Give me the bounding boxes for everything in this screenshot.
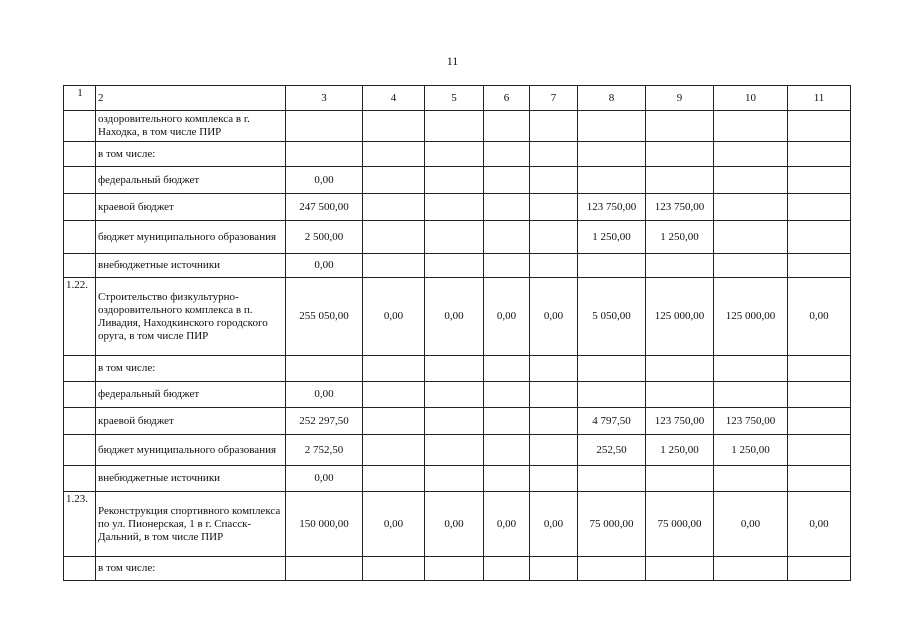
header-cell: 9 — [646, 86, 714, 111]
description-cell: в том числе: — [96, 356, 286, 382]
header-cell: 8 — [578, 86, 646, 111]
amount-cell — [484, 435, 530, 466]
amount-cell: 150 000,00 — [286, 492, 363, 557]
row-number-cell — [64, 111, 96, 142]
amount-cell — [788, 466, 851, 492]
amount-cell: 0,00 — [484, 492, 530, 557]
header-cell: 5 — [425, 86, 484, 111]
amount-cell — [646, 382, 714, 408]
header-cell: 7 — [530, 86, 578, 111]
amount-cell: 4 797,50 — [578, 408, 646, 435]
amount-cell — [286, 111, 363, 142]
amount-cell — [530, 435, 578, 466]
amount-cell — [788, 167, 851, 194]
amount-cell — [425, 221, 484, 254]
row-number-cell — [64, 254, 96, 278]
header-cell: 3 — [286, 86, 363, 111]
amount-cell — [363, 466, 425, 492]
amount-cell — [363, 142, 425, 167]
table-row — [64, 254, 851, 278]
amount-cell — [425, 111, 484, 142]
amount-cell: 123 750,00 — [578, 194, 646, 221]
amount-cell — [530, 221, 578, 254]
header-cell: 1 — [64, 86, 96, 111]
amount-cell — [530, 466, 578, 492]
amount-cell: 1 250,00 — [646, 221, 714, 254]
amount-cell — [578, 382, 646, 408]
amount-cell: 0,00 — [484, 278, 530, 356]
amount-cell — [425, 466, 484, 492]
amount-cell — [578, 111, 646, 142]
amount-cell — [363, 221, 425, 254]
amount-cell: 123 750,00 — [646, 408, 714, 435]
table-row — [64, 142, 851, 167]
amount-cell — [530, 167, 578, 194]
description-cell: краевой бюджет — [96, 194, 286, 221]
amount-cell: 255 050,00 — [286, 278, 363, 356]
amount-cell — [646, 356, 714, 382]
amount-cell — [286, 142, 363, 167]
amount-cell — [484, 466, 530, 492]
header-cell: 4 — [363, 86, 425, 111]
amount-cell — [425, 435, 484, 466]
amount-cell: 252,50 — [578, 435, 646, 466]
row-number-cell — [64, 408, 96, 435]
description-cell: оздоровительного комплекса в г. Находка, в том числе ПИР — [96, 111, 286, 142]
amount-cell: 247 500,00 — [286, 194, 363, 221]
amount-cell — [646, 111, 714, 142]
description-cell: в том числе: — [96, 557, 286, 581]
amount-cell — [788, 382, 851, 408]
amount-cell — [363, 356, 425, 382]
amount-cell — [484, 111, 530, 142]
amount-cell — [578, 167, 646, 194]
amount-cell: 252 297,50 — [286, 408, 363, 435]
amount-cell: 0,00 — [788, 492, 851, 557]
header-cell: 11 — [788, 86, 851, 111]
header-cell: 2 — [96, 86, 286, 111]
amount-cell — [530, 111, 578, 142]
row-number-cell: 1.23. — [64, 492, 96, 557]
amount-cell — [425, 557, 484, 581]
amount-cell — [425, 254, 484, 278]
amount-cell — [788, 142, 851, 167]
amount-cell — [363, 167, 425, 194]
table-row — [64, 557, 851, 581]
table-row — [64, 194, 851, 221]
amount-cell: 0,00 — [714, 492, 788, 557]
row-number-cell — [64, 142, 96, 167]
amount-cell: 0,00 — [363, 278, 425, 356]
row-number-cell — [64, 435, 96, 466]
amount-cell — [788, 356, 851, 382]
amount-cell — [788, 408, 851, 435]
description-cell: Реконструкция спортивного комплекса по ул. Пионерская, 1 в г. Спасск-Дальний, в том числе ПИР — [96, 492, 286, 557]
amount-cell — [530, 356, 578, 382]
header-cell: 6 — [484, 86, 530, 111]
description-cell: бюджет муниципального образования — [96, 221, 286, 254]
amount-cell — [714, 254, 788, 278]
amount-cell — [714, 382, 788, 408]
amount-cell — [646, 466, 714, 492]
amount-cell — [788, 221, 851, 254]
amount-cell — [714, 111, 788, 142]
amount-cell: 0,00 — [286, 466, 363, 492]
row-number-cell — [64, 221, 96, 254]
amount-cell — [530, 382, 578, 408]
amount-cell — [484, 356, 530, 382]
amount-cell: 0,00 — [530, 278, 578, 356]
amount-cell: 75 000,00 — [578, 492, 646, 557]
amount-cell — [714, 142, 788, 167]
amount-cell — [578, 254, 646, 278]
amount-cell — [363, 194, 425, 221]
amount-cell — [363, 435, 425, 466]
amount-cell — [484, 167, 530, 194]
amount-cell — [484, 557, 530, 581]
amount-cell: 0,00 — [530, 492, 578, 557]
amount-cell — [788, 435, 851, 466]
amount-cell: 0,00 — [363, 492, 425, 557]
description-cell: внебюджетные источники — [96, 254, 286, 278]
row-number-cell — [64, 466, 96, 492]
amount-cell — [578, 356, 646, 382]
amount-cell — [484, 194, 530, 221]
amount-cell — [530, 194, 578, 221]
page-number: 11 — [446, 54, 459, 68]
amount-cell: 1 250,00 — [714, 435, 788, 466]
amount-cell — [714, 194, 788, 221]
table-row — [64, 221, 851, 254]
amount-cell — [425, 382, 484, 408]
amount-cell: 0,00 — [425, 278, 484, 356]
description-cell: краевой бюджет — [96, 408, 286, 435]
amount-cell: 2 500,00 — [286, 221, 363, 254]
description-cell: в том числе: — [96, 142, 286, 167]
amount-cell — [646, 142, 714, 167]
amount-cell — [578, 142, 646, 167]
amount-cell — [714, 356, 788, 382]
amount-cell: 123 750,00 — [646, 194, 714, 221]
amount-cell — [425, 167, 484, 194]
amount-cell — [788, 557, 851, 581]
amount-cell — [646, 254, 714, 278]
description-cell: внебюджетные источники — [96, 466, 286, 492]
amount-cell — [530, 408, 578, 435]
table-row — [64, 356, 851, 382]
amount-cell: 125 000,00 — [714, 278, 788, 356]
amount-cell: 75 000,00 — [646, 492, 714, 557]
amount-cell — [484, 142, 530, 167]
header-cell: 10 — [714, 86, 788, 111]
amount-cell — [530, 254, 578, 278]
amount-cell — [363, 111, 425, 142]
budget-table — [63, 85, 851, 581]
amount-cell: 1 250,00 — [646, 435, 714, 466]
table-row — [64, 382, 851, 408]
amount-cell: 0,00 — [286, 167, 363, 194]
row-number-cell — [64, 356, 96, 382]
amount-cell — [578, 557, 646, 581]
table-body — [64, 86, 851, 581]
table-row — [64, 408, 851, 435]
amount-cell: 0,00 — [286, 254, 363, 278]
amount-cell — [363, 408, 425, 435]
amount-cell — [363, 557, 425, 581]
amount-cell — [286, 356, 363, 382]
amount-cell — [714, 221, 788, 254]
row-number-cell — [64, 382, 96, 408]
amount-cell — [646, 557, 714, 581]
amount-cell — [425, 142, 484, 167]
row-number-cell — [64, 194, 96, 221]
amount-cell — [788, 194, 851, 221]
description-cell: федеральный бюджет — [96, 382, 286, 408]
table-row — [64, 435, 851, 466]
table-row — [64, 167, 851, 194]
amount-cell — [484, 254, 530, 278]
amount-cell — [484, 408, 530, 435]
amount-cell — [425, 194, 484, 221]
amount-cell — [578, 466, 646, 492]
amount-cell — [788, 111, 851, 142]
amount-cell — [714, 557, 788, 581]
amount-cell: 2 752,50 — [286, 435, 363, 466]
amount-cell: 0,00 — [788, 278, 851, 356]
amount-cell — [425, 408, 484, 435]
description-cell: федеральный бюджет — [96, 167, 286, 194]
description-cell: бюджет муниципального образования — [96, 435, 286, 466]
amount-cell: 123 750,00 — [714, 408, 788, 435]
table-row — [64, 278, 851, 356]
amount-cell — [788, 254, 851, 278]
amount-cell — [530, 142, 578, 167]
table-row — [64, 111, 851, 142]
row-number-cell: 1.22. — [64, 278, 96, 356]
amount-cell — [425, 356, 484, 382]
table-row — [64, 492, 851, 557]
amount-cell — [363, 382, 425, 408]
amount-cell — [363, 254, 425, 278]
amount-cell — [484, 382, 530, 408]
amount-cell — [714, 466, 788, 492]
row-number-cell — [64, 557, 96, 581]
header-row — [64, 86, 851, 111]
amount-cell: 0,00 — [286, 382, 363, 408]
description-cell: Строительство физкультурно-оздоровительного комплекса в п. Ливадия, Находкинского городского оруга, в том числе ПИР — [96, 278, 286, 356]
amount-cell: 125 000,00 — [646, 278, 714, 356]
row-number-cell — [64, 167, 96, 194]
amount-cell: 1 250,00 — [578, 221, 646, 254]
amount-cell — [484, 221, 530, 254]
table-row — [64, 466, 851, 492]
amount-cell — [646, 167, 714, 194]
amount-cell: 0,00 — [425, 492, 484, 557]
amount-cell — [286, 557, 363, 581]
amount-cell — [530, 557, 578, 581]
amount-cell — [714, 167, 788, 194]
amount-cell: 5 050,00 — [578, 278, 646, 356]
